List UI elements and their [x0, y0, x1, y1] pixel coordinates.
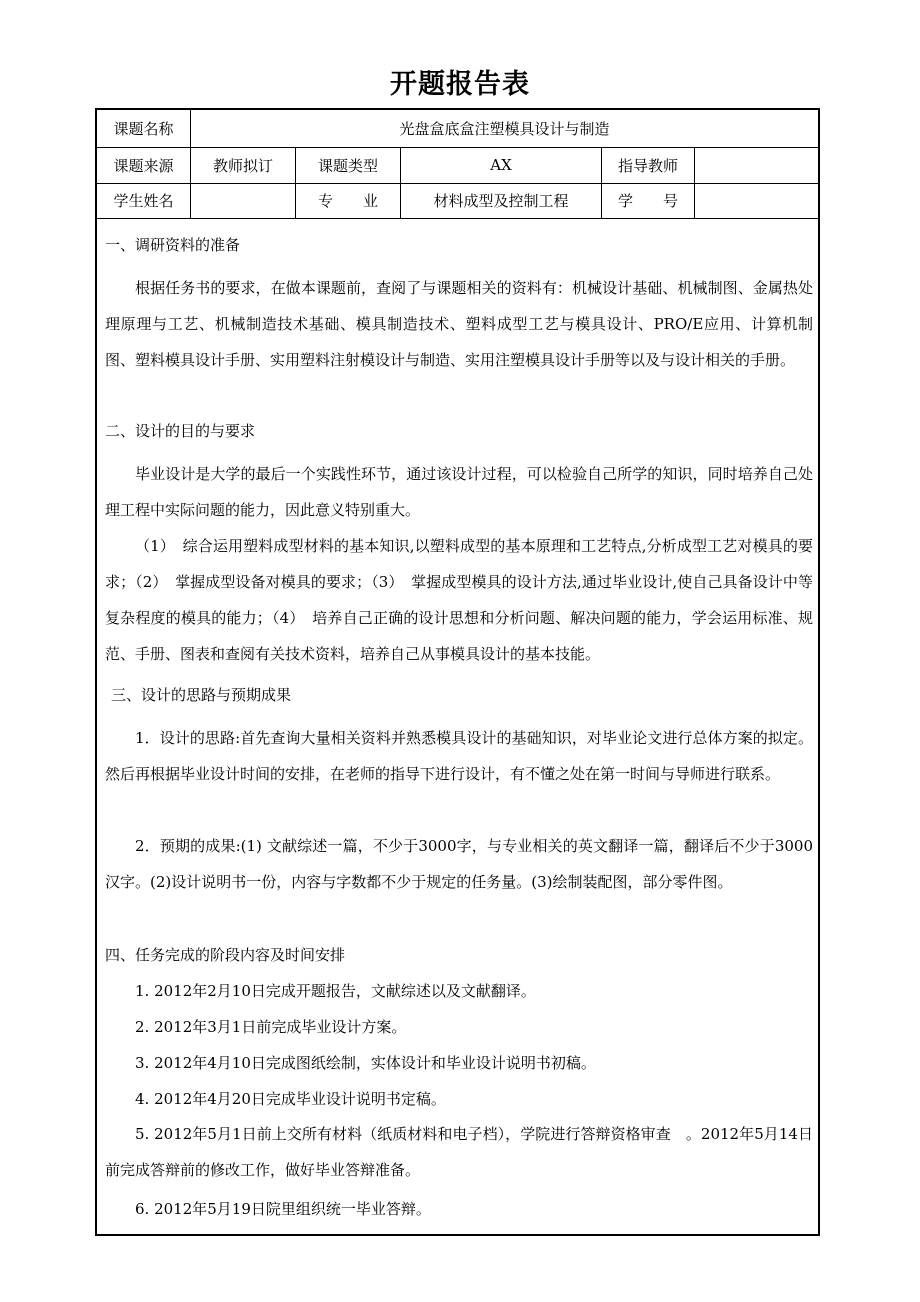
section-paragraph: 根据任务书的要求，在做本课题前，查阅了与课题相关的资料有：机械设计基础、机械制图、金属热处理原理与工艺、机械制造技术基础、模具制造技术、塑料成型工艺与模具设计、PRO/E应用、计算机制图、塑料模具设计手册、实用塑料注射模设计与制造、实用注塑模具设计手册等以及与设计相关的手册。 [105, 279, 813, 369]
section-heading-goals: 二、设计的目的与要求 [105, 422, 256, 440]
topic-type-value: AX [490, 156, 512, 174]
schedule-item: 3. 2012年4月10日完成图纸绘制，实体设计和毕业设计说明书初稿。 [135, 1054, 596, 1072]
section-heading-schedule: 四、任务完成的阶段内容及时间安排 [105, 946, 346, 964]
page-title: 开题报告表 [390, 69, 530, 100]
topic-name-value: 光盘盒底盒注塑模具设计与制造 [399, 120, 610, 138]
advisor-label: 指导教师 [617, 156, 678, 175]
student-id-label: 学 号 [617, 192, 678, 210]
schedule-item: 2. 2012年3月1日前完成毕业设计方案。 [135, 1018, 407, 1036]
schedule-item: 6. 2012年5月19日院里组织统一毕业答辩。 [135, 1200, 431, 1218]
topic-source-label: 课题来源 [113, 156, 174, 175]
student-name-value [191, 183, 295, 218]
schedule-item: 4. 2012年4月20日完成毕业设计说明书定稿。 [135, 1090, 446, 1108]
section-paragraph: （1） 综合运用塑料成型材料的基本知识,以塑料成型的基本原理和工艺特点,分析成型工艺对模具的要求；（2） 掌握成型设备对模具的要求；（3） 掌握成型模具的设计方法,通过毕业设计,使自己具备设计中等复杂程度的模具的能力；（4） 培养自己正确的设计思想和分析问题、解决问题的能力，学会运用标准、规范、手册、图表和查阅有关技术资料，培养自己从事模具设计的基本技能。 [105, 537, 813, 663]
topic-source-value: 教师拟订 [212, 156, 273, 175]
major-label: 专 业 [317, 192, 378, 210]
row-divider [97, 218, 818, 219]
schedule-item: 5. 2012年5月1日前上交所有材料（纸质材料和电子档），学院进行答辩资格审查 。2012年5月14日前完成答辩前的修改工作，做好毕业答辩准备。 [105, 1125, 813, 1179]
section-paragraph: 毕业设计是大学的最后一个实践性环节，通过该设计过程，可以检验自己所学的知识，同时培养自己处理工程中实际问题的能力，因此意义特别重大。 [105, 465, 813, 519]
report-table [95, 108, 820, 1236]
schedule-item: 1. 2012年2月10日完成开题报告，文献综述以及文献翻译。 [135, 982, 536, 1000]
topic-name-label: 课题名称 [113, 120, 174, 138]
student-id-value [695, 183, 818, 218]
section-heading-approach: 三、设计的思路与预期成果 [111, 686, 292, 704]
student-name-label: 学生姓名 [113, 192, 174, 210]
section-paragraph: 1．设计的思路:首先查询大量相关资料并熟悉模具设计的基础知识，对毕业论文进行总体方案的拟定。然后再根据毕业设计时间的安排，在老师的指导下进行设计，有不懂之处在第一时间与导师进行联系。 [105, 729, 813, 783]
section-heading-research: 一、调研资料的准备 [105, 236, 241, 254]
section-paragraph: 2．预期的成果:(1) 文献综述一篇，不少于3000字，与专业相关的英文翻译一篇，翻译后不少于3000汉字。(2)设计说明书一份，内容与字数都不少于规定的任务量。(3)绘制装配图，部分零件图。 [105, 837, 813, 891]
major-value: 材料成型及控制工程 [433, 192, 569, 210]
advisor-value [695, 147, 818, 183]
topic-type-label: 课题类型 [317, 156, 378, 175]
